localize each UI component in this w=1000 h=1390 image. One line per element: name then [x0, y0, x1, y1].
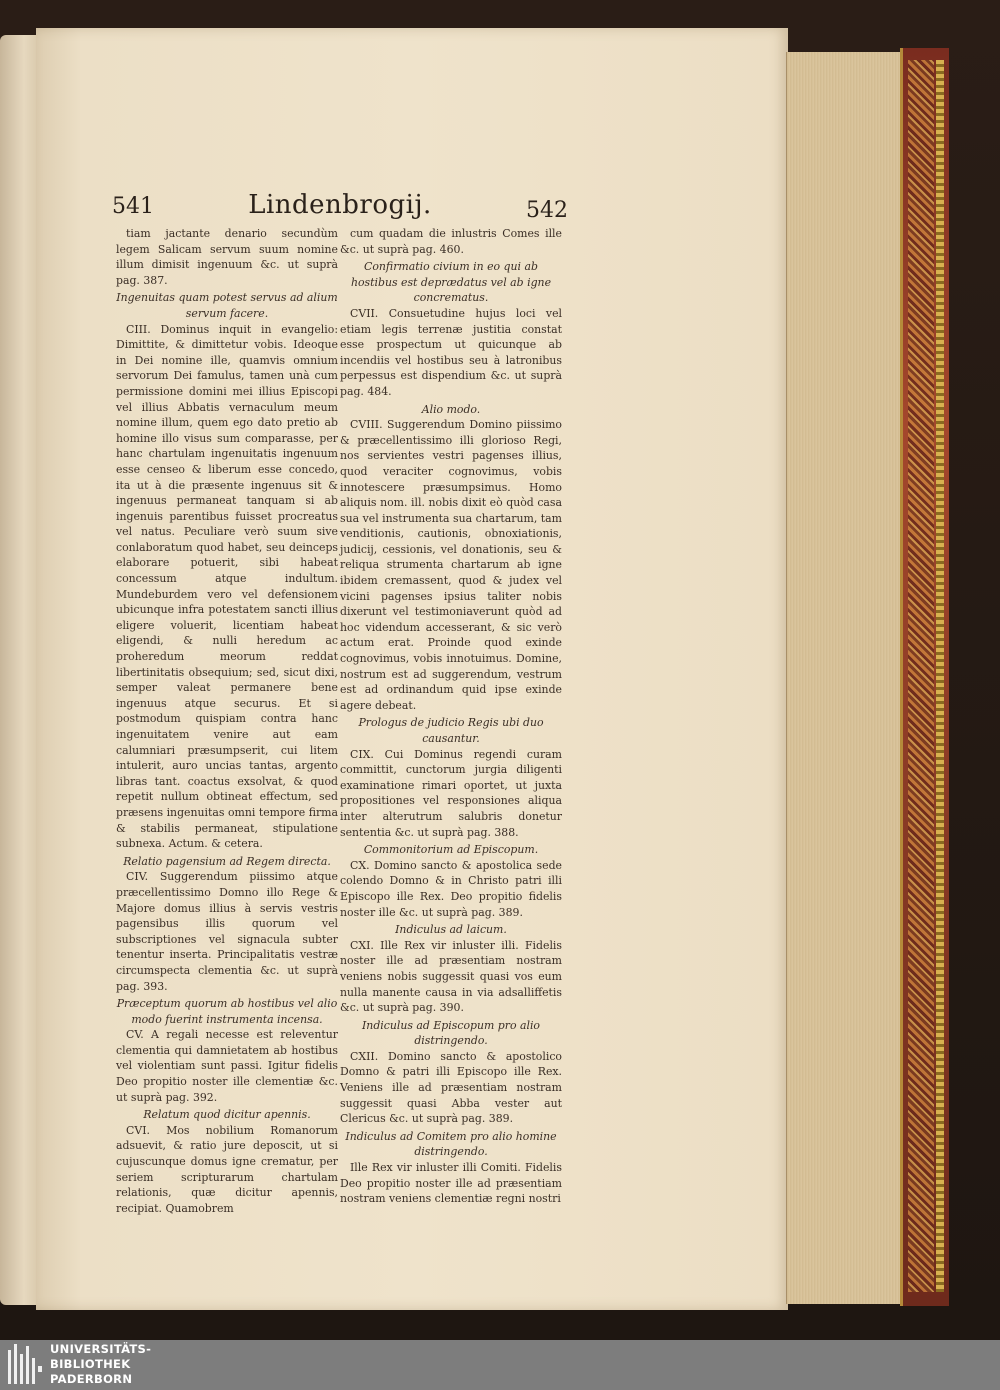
section-rubric: Commonitorium ad Episcopum. — [363, 843, 539, 857]
text-paragraph: CIII. Dominus inquit in evangelio: Dimittite, & dimittetur vobis. Ideoque in Dei nomine ille, quamvis omnium servorum Dei famulus, tamen unà cum permissione domini mei illius Episcopi vel illius Abbatis vernaculum meum nomine illum, quem ego dato pretio ab homine illo visus sum comparasse, per hanc chartulam ingenuitatis ingenuum esse censeo & liberum esse concedo, ita ut à die præsente ingenuus sit & ingenuus permaneat tanquam si ab ingenuis parentibus fuisset procreatus vel natus. Peculiare verò suum sive conlaboratum quod habet, seu deinceps elaborare potuerit, sibi habeat concessum atque indultum. Mundeburdem vero vel defensionem ubicunque infra potestatem sancti illius eligere voluerit, licentiam habeat eligendi, & nulli heredum ac proheredum meorum reddat libertinitatis obsequium; sed, sicut dixi, semper valeat permanere bene ingenuus atque securus. Et si postmodum quispiam contra hanc ingenuitatem venire aut eam calumniari præsumpserit, cui litem intulerit, auro uncias tantas, argento libras tant. coactus exsolvat, & quod repetit nullum obtineat effectum, sed præsens ingenuitas omni tempore firma & stabilis permaneat, stipulatione subnexa. Actum. & cetera. — [116, 322, 338, 851]
section-rubric: Relatio pagensium ad Regem directa. — [123, 854, 331, 868]
left-text-column — [116, 226, 338, 1216]
page-block-fore-edge — [786, 52, 911, 1304]
running-title: Lindenbrogij. — [248, 190, 432, 220]
section-rubric: Confirmatio civium in eo qui ab hostibus est deprædatus vel ab igne concrematus. — [350, 260, 552, 305]
page-number-right: 542 — [526, 198, 568, 223]
text-paragraph: CVIII. Suggerendum Domino piissimo & præcellentissimo illi glorioso Regi, nos servientes vestri pagenses illius, quod veraciter cognovimus, vobis innotescere præsumpsimus. Homo aliquis nom. ill. nobis dixit eò quòd casa sua vel instrumenta sua chartarum, tam venditionis, cautionis, obnoxiationis, judicij, cessionis, vel donationis, seu & reliqua strumenta chartarum ab igne ibidem cremassent, quod & judex vel vicini pagenses ipsius taliter nobis dixerunt vel testimoniaverunt quòd ad hoc videndum accesserant, & sic verò actum erat. Proinde quod exinde cognovimus, vobis innotuimus. Domine, nostrum est ad suggerendum, vestrum est ad ordinandum quid ipse exinde agere debeat. — [340, 418, 562, 712]
text-paragraph: CVII. Consuetudine hujus loci vel etiam legis terrenæ justitia constat esse prospectum ut quicunque ab incendiis vel hostibus seu à latronibus perpessus est dispendium &c. ut suprà pag. 484. — [340, 306, 562, 398]
text-paragraph: CXI. Ille Rex vir inluster illi. Fidelis noster ille ad præsentiam nostram veniens nobis suggessit quasi vos eum nulla manente causa in via adsalliffetis &c. ut suprà pag. 390. — [340, 938, 562, 1015]
marbled-endpaper — [908, 60, 934, 1292]
page-number-left: 541 — [112, 194, 154, 219]
text-paragraph: CIV. Suggerendum piissimo atque præcellentissimo Domno illo Rege & Majore domus illius à servis vestris pagensibus illis quorum vel subscriptiones vel signacula subter tenentur inserta. Principalitatis vestræ circumspecta clementia &c. ut suprà pag. 393. — [116, 870, 338, 993]
text-paragraph: cum quadam die inlustris Comes ille &c. ut suprà pag. 460. — [340, 227, 562, 256]
section-rubric: Prologus de judicio Regis ubi duo causantur. — [358, 716, 544, 745]
facing-page-edge — [0, 35, 40, 1305]
section-rubric: Indiculus ad Episcopum pro alio distringendo. — [362, 1018, 540, 1048]
section-rubric: Alio modo. — [421, 402, 481, 416]
logo-line-1: UNIVERSITÄTS- — [50, 1342, 152, 1356]
text-paragraph: CXII. Domino sancto & apostolico Domno & patri illi Episcopo ille Rex. Veniens ille ad præsentiam nostram suggessit quasi Abba vester aut Clericus &c. ut suprà pag. 389. — [340, 1049, 562, 1126]
text-paragraph: Ille Rex vir inluster illi Comiti. Fidelis Deo propitio noster ille ad præsentiam nostram veniens clementiæ regni nostri — [340, 1161, 562, 1206]
text-paragraph: CV. A regali necesse est releventur clementia qui damnietatem ab hostibus vel violentiam sunt passi. Igitur fidelis Deo propitio noster ille clementiæ &c. ut suprà pag. 392. — [116, 1028, 338, 1104]
logo-line-2: BIBLIOTHEK — [50, 1357, 131, 1371]
text-paragraph: tiam jactante denario secundùm legem Salicam servum suum nomine illum dimisit ingenuum &c. ut suprà pag. 387. — [116, 227, 338, 287]
section-rubric: Indiculus ad Comitem pro alio homine distringendo. — [345, 1129, 557, 1159]
section-rubric: Præceptum quorum ab hostibus vel alio modo fuerint instrumenta incensa. — [116, 997, 338, 1026]
right-text-column — [340, 226, 562, 1207]
text-paragraph: CX. Domino sancto & apostolica sede colendo Domno & in Christo patri illi Episcopo ille Rex. Deo propitio fidelis noster ille &c. ut suprà pag. 389. — [340, 858, 562, 919]
logo-line-3: PADERBORN — [50, 1372, 133, 1386]
section-rubric: Indiculus ad laicum. — [395, 923, 507, 937]
text-paragraph: CVI. Mos nobilium Romanorum adsuevit, & ratio jure deposcit, ut si cujuscunque domus igne crematur, per seriem scripturarum chartulam relationis, quæ dicitur apennis, recipiat. Quamobrem — [116, 1123, 338, 1215]
text-paragraph: CIX. Cui Dominus regendi curam committit, cunctorum jurgia diligenti examinatione rimari oportet, ut juxta propositiones vel responsiones aliqua inter alterutrum salubris donetur sententia &c. ut suprà pag. 388. — [340, 747, 562, 839]
library-logo-icon — [6, 1344, 42, 1386]
library-logo-text — [50, 1342, 151, 1387]
section-rubric: Ingenuitas quam potest servus ad alium servum facere. — [116, 291, 338, 320]
page-header — [112, 190, 568, 226]
gilt-cover-edge — [936, 60, 944, 1292]
section-rubric: Relatum quod dicitur apennis. — [143, 1108, 311, 1122]
